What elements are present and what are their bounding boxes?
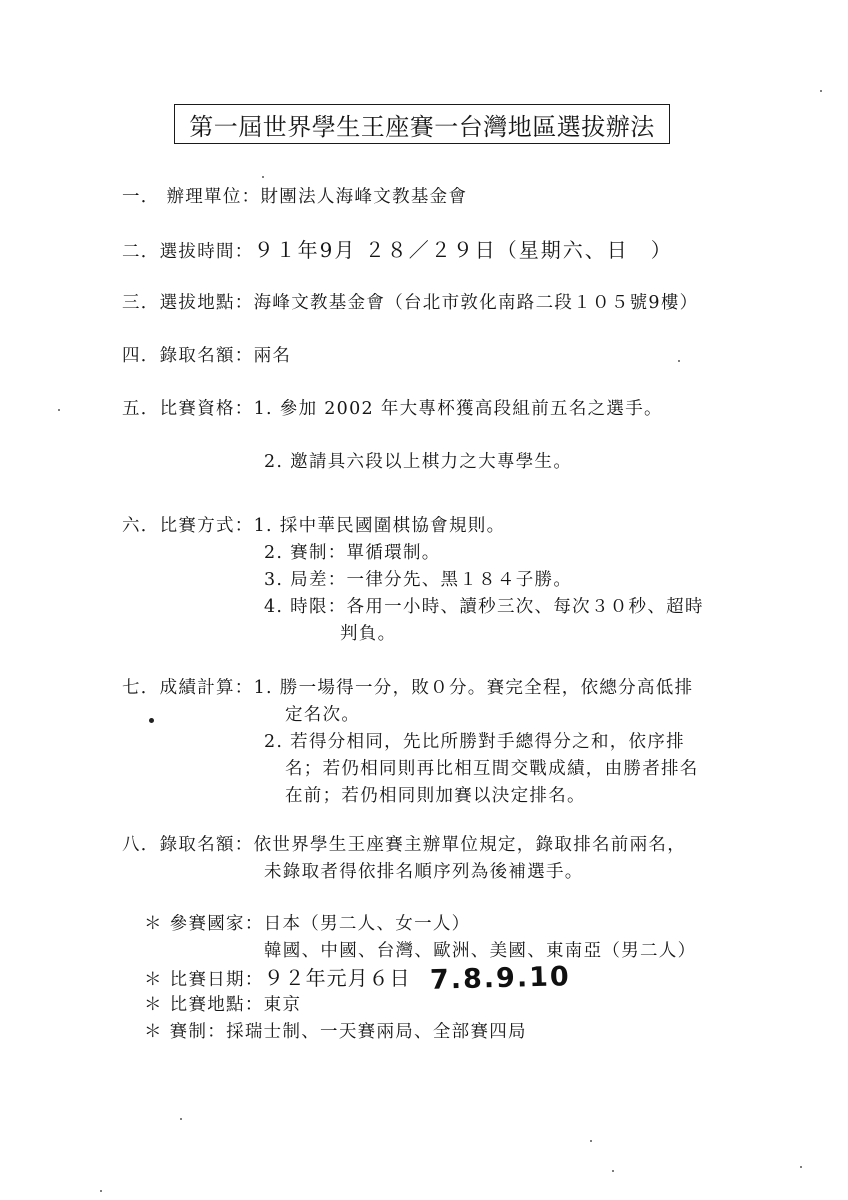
section-1-text: 財團法人海峰文教基金會 <box>260 187 468 207</box>
note-countries-line-2: 韓國、中國、台灣、歐洲、美國、東南亞（男二人） <box>264 941 697 961</box>
scan-speck <box>180 1118 182 1120</box>
section-7-item-2: 2. 若得分相同，先比所勝對手總得分之和，依序排 <box>264 732 685 752</box>
section-5 <box>122 398 663 420</box>
section-2-label: 二．選拔時間： <box>122 242 254 262</box>
section-1-label: 一． 辦理單位： <box>122 187 261 207</box>
scan-speck <box>800 1166 802 1168</box>
note-date <box>144 967 411 991</box>
section-6-label: 六．比賽方式： <box>122 516 254 536</box>
scan-speck <box>678 360 680 362</box>
note-countries-line-1: 日本（男二人、女一人） <box>263 914 471 934</box>
note-countries-label: ＊ 參賽國家： <box>144 914 264 934</box>
section-3-label: 三．選拔地點： <box>122 293 254 313</box>
note-venue <box>144 994 301 1016</box>
section-8-label: 八．錄取名額： <box>122 835 254 855</box>
section-7 <box>122 677 693 699</box>
scan-speck <box>590 1140 592 1142</box>
section-7-item-1-cont: 定名次。 <box>285 705 361 725</box>
section-1 <box>122 186 467 208</box>
section-8-line-1: 依世界學生王座賽主辦單位規定，錄取排名前兩名， <box>253 835 687 855</box>
note-date-text: ９２年元月６日 <box>263 966 411 990</box>
handwritten-dates: 7.8.9.10 <box>429 961 572 996</box>
section-2 <box>122 239 673 263</box>
section-4 <box>122 345 291 367</box>
note-venue-text: 東京 <box>263 995 302 1015</box>
section-7-item-2-cont-2: 在前；若仍相同則加賽以決定排名。 <box>285 786 586 806</box>
section-5-item-2: 2. 邀請具六段以上棋力之大專學生。 <box>264 452 573 472</box>
note-countries <box>144 913 470 935</box>
section-6-item-1: 1. 採中華民國圍棋協會規則。 <box>253 516 506 536</box>
document-title: 第一屆世界學生王座賽一台灣地區選拔辦法 <box>174 104 670 144</box>
scan-speck <box>58 409 60 411</box>
section-2-text: ９１年9月 ２８／２９日（星期六、日 ） <box>253 238 673 262</box>
section-7-item-2-cont-1: 名；若仍相同則再比相互間交戰成績，由勝者排名 <box>285 759 699 779</box>
scan-speck <box>149 718 154 723</box>
note-format <box>144 1021 527 1043</box>
section-5-label: 五．比賽資格： <box>122 399 254 419</box>
note-format-text: 採瑞士制、一天賽兩局、全部賽四局 <box>226 1022 527 1042</box>
section-6 <box>122 515 505 537</box>
section-4-label: 四．錄取名額： <box>122 346 254 366</box>
section-8 <box>122 834 686 856</box>
section-8-line-2: 未錄取者得依排名順序列為後補選手。 <box>264 862 584 882</box>
section-6-item-3: 3. 局差：一律分先、黑１８４子勝。 <box>264 570 573 590</box>
section-6-item-2: 2. 賽制：單循環制。 <box>264 543 441 563</box>
scan-speck <box>262 176 264 178</box>
note-date-label: ＊ 比賽日期： <box>144 970 264 990</box>
section-6-item-4: 4. 時限：各用一小時、讀秒三次、每次３０秒、超時 <box>264 597 704 617</box>
scan-speck <box>100 1190 102 1192</box>
section-7-label: 七．成績計算： <box>122 678 254 698</box>
note-venue-label: ＊ 比賽地點： <box>144 995 264 1015</box>
section-3-text: 海峰文教基金會（台北市敦化南路二段１０５號9樓） <box>253 293 699 313</box>
section-4-text: 兩名 <box>253 346 292 366</box>
section-6-item-4-cont: 判負。 <box>340 624 397 644</box>
section-3 <box>122 292 698 314</box>
section-5-item-1: 1. 參加 2002 年大專杯獲高段組前五名之選手。 <box>253 399 663 419</box>
note-format-label: ＊ 賽制： <box>144 1022 227 1042</box>
section-7-item-1: 1. 勝一場得一分，敗０分。賽完全程，依總分高低排 <box>253 678 694 698</box>
scan-speck <box>612 1170 614 1172</box>
scan-speck <box>820 90 822 92</box>
